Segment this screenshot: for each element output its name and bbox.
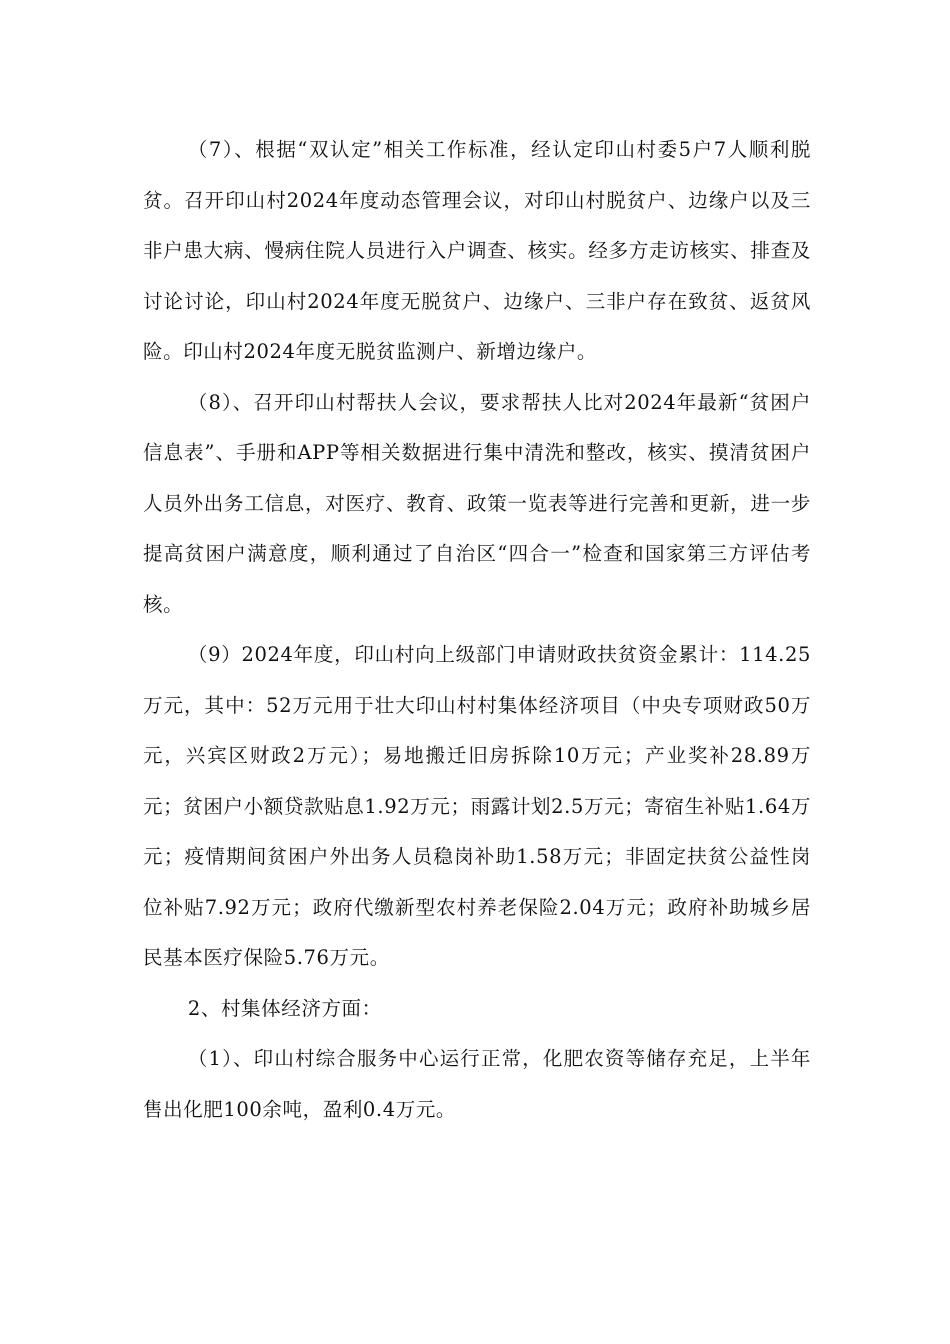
section-heading-collective-economy: 2、村集体经济方面： (187, 996, 382, 1020)
paragraph-item-1: （1）、印山村综合服务中心运行正常，化肥农资等储存充足，上半年售出化肥100余吨，盈利0.4万元。 (143, 1047, 811, 1121)
paragraph-item-8: （8）、召开印山村帮扶人会议，要求帮扶人比对2024年最新“贫困户信息表”、手册和APP等相关数据进行集中清洗和整改，核实、摸清贫困户人员外出务工信息，对医疗、教育、政策一览表等进行完善和更新，进一步提高贫困户满意度，顺利通过了自治区“四合一”检查和国家第三方评估考核。 (143, 390, 811, 616)
document-body (143, 125, 811, 1135)
paragraph-item-9: （9）2024年度，印山村向上级部门申请财政扶贫资金累计：114.25万元，其中：52万元用于壮大印山村村集体经济项目（中央专项财政50万元，兴宾区财政2万元）；易地搬迁旧房拆除10万元；产业奖补28.89万元；贫困户小额贷款贴息1.92万元；雨露计划2.5万元；寄宿生补贴1.64万元；疫情期间贫困户外出务人员稳岗补助1.58万元；非固定扶贫公益性岗位补贴7.92万元；政府代缴新型农村养老保险2.04万元；政府补助城乡居民基本医疗保险5.76万元。 (143, 643, 811, 969)
paragraph-item-7: （7）、根据“双认定”相关工作标准，经认定印山村委5户7人顺利脱贫。召开印山村2024年度动态管理会议，对印山村脱贫户、边缘户以及三非户患大病、慢病住院人员进行入户调查、核实。经多方走访核实、排查及讨论讨论，印山村2024年度无脱贫户、边缘户、三非户存在致贫、返贫风险。印山村2024年度无脱贫监测户、新增边缘户。 (143, 138, 811, 363)
